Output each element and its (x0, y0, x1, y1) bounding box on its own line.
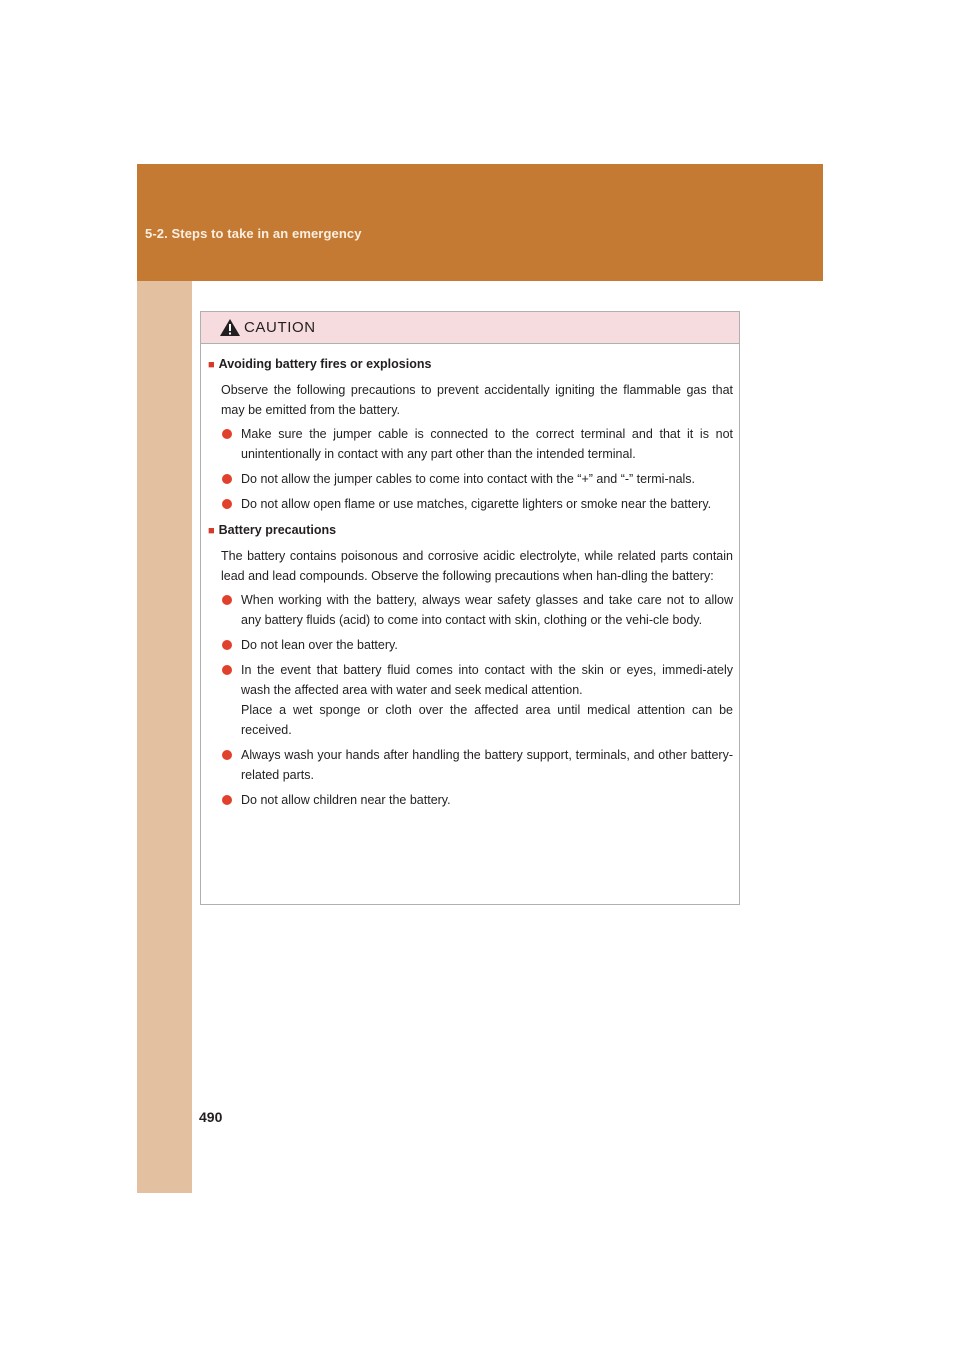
list-item (208, 469, 733, 489)
list-item-text: Do not allow open flame or use matches, cigarette lighters or smoke near the battery. (241, 497, 712, 511)
warning-icon (219, 318, 241, 337)
list-item (208, 494, 733, 514)
bullet-dot-icon (222, 474, 232, 484)
bullet-dot-icon (222, 750, 232, 760)
caution-box (200, 311, 740, 905)
chapter-title: 5-2. Steps to take in an emergency (145, 226, 362, 241)
list-item (208, 660, 733, 740)
square-bullet-icon: ■ (208, 359, 215, 371)
caution-body (201, 344, 739, 810)
list-item (208, 790, 733, 810)
list-item (208, 635, 733, 655)
bullet-dot-icon (222, 429, 232, 439)
section-title-text: Avoiding battery fires or explosions (218, 357, 432, 371)
section-intro: The battery contains poisonous and corrosive acidic electrolyte, while related parts contain lead and lead compounds. Observe the following precautions when han-dling the battery: (221, 549, 733, 583)
bullet-dot-icon (222, 499, 232, 509)
chapter-header (137, 164, 823, 281)
section-title (208, 355, 733, 374)
list-item (208, 424, 733, 464)
list-item (208, 745, 733, 785)
caution-label: CAUTION (244, 319, 316, 336)
section-intro: Observe the following precautions to prevent accidentally igniting the flammable gas that may be emitted from the battery. (221, 383, 733, 417)
page-number: 490 (199, 1109, 223, 1125)
bullet-dot-icon (222, 595, 232, 605)
caution-header (201, 312, 739, 344)
list-item-text: Do not allow the jumper cables to come into contact with the “+” and “-” termi-nals. (241, 472, 696, 486)
list-item-text: Do not lean over the battery. (241, 638, 398, 652)
list-item-text: Always wash your hands after handling the battery support, terminals, and other battery-related parts. (241, 748, 733, 782)
list-item-text: In the event that battery fluid comes into contact with the skin or eyes, immedi-ately wash the affected area with water and seek medical attention. (241, 663, 733, 697)
bullet-dot-icon (222, 795, 232, 805)
square-bullet-icon: ■ (208, 525, 215, 537)
list-item-extra-text: Place a wet sponge or cloth over the affected area until medical attention can be received. (241, 703, 733, 737)
list-item-text: When working with the battery, always wear safety glasses and take care not to allow any battery fluids (acid) to come into contact with skin, clothing or the vehi-cle body. (241, 593, 733, 627)
section-title (208, 521, 733, 540)
bullet-dot-icon (222, 665, 232, 675)
list-item (208, 590, 733, 630)
list-item-text: Do not allow children near the battery. (241, 793, 451, 807)
bullet-dot-icon (222, 640, 232, 650)
section-title-text: Battery precautions (218, 523, 337, 537)
side-strip (137, 281, 192, 1193)
list-item-text: Make sure the jumper cable is connected to the correct terminal and that it is not unintentionally in contact with any part other than the intended terminal. (241, 427, 733, 461)
